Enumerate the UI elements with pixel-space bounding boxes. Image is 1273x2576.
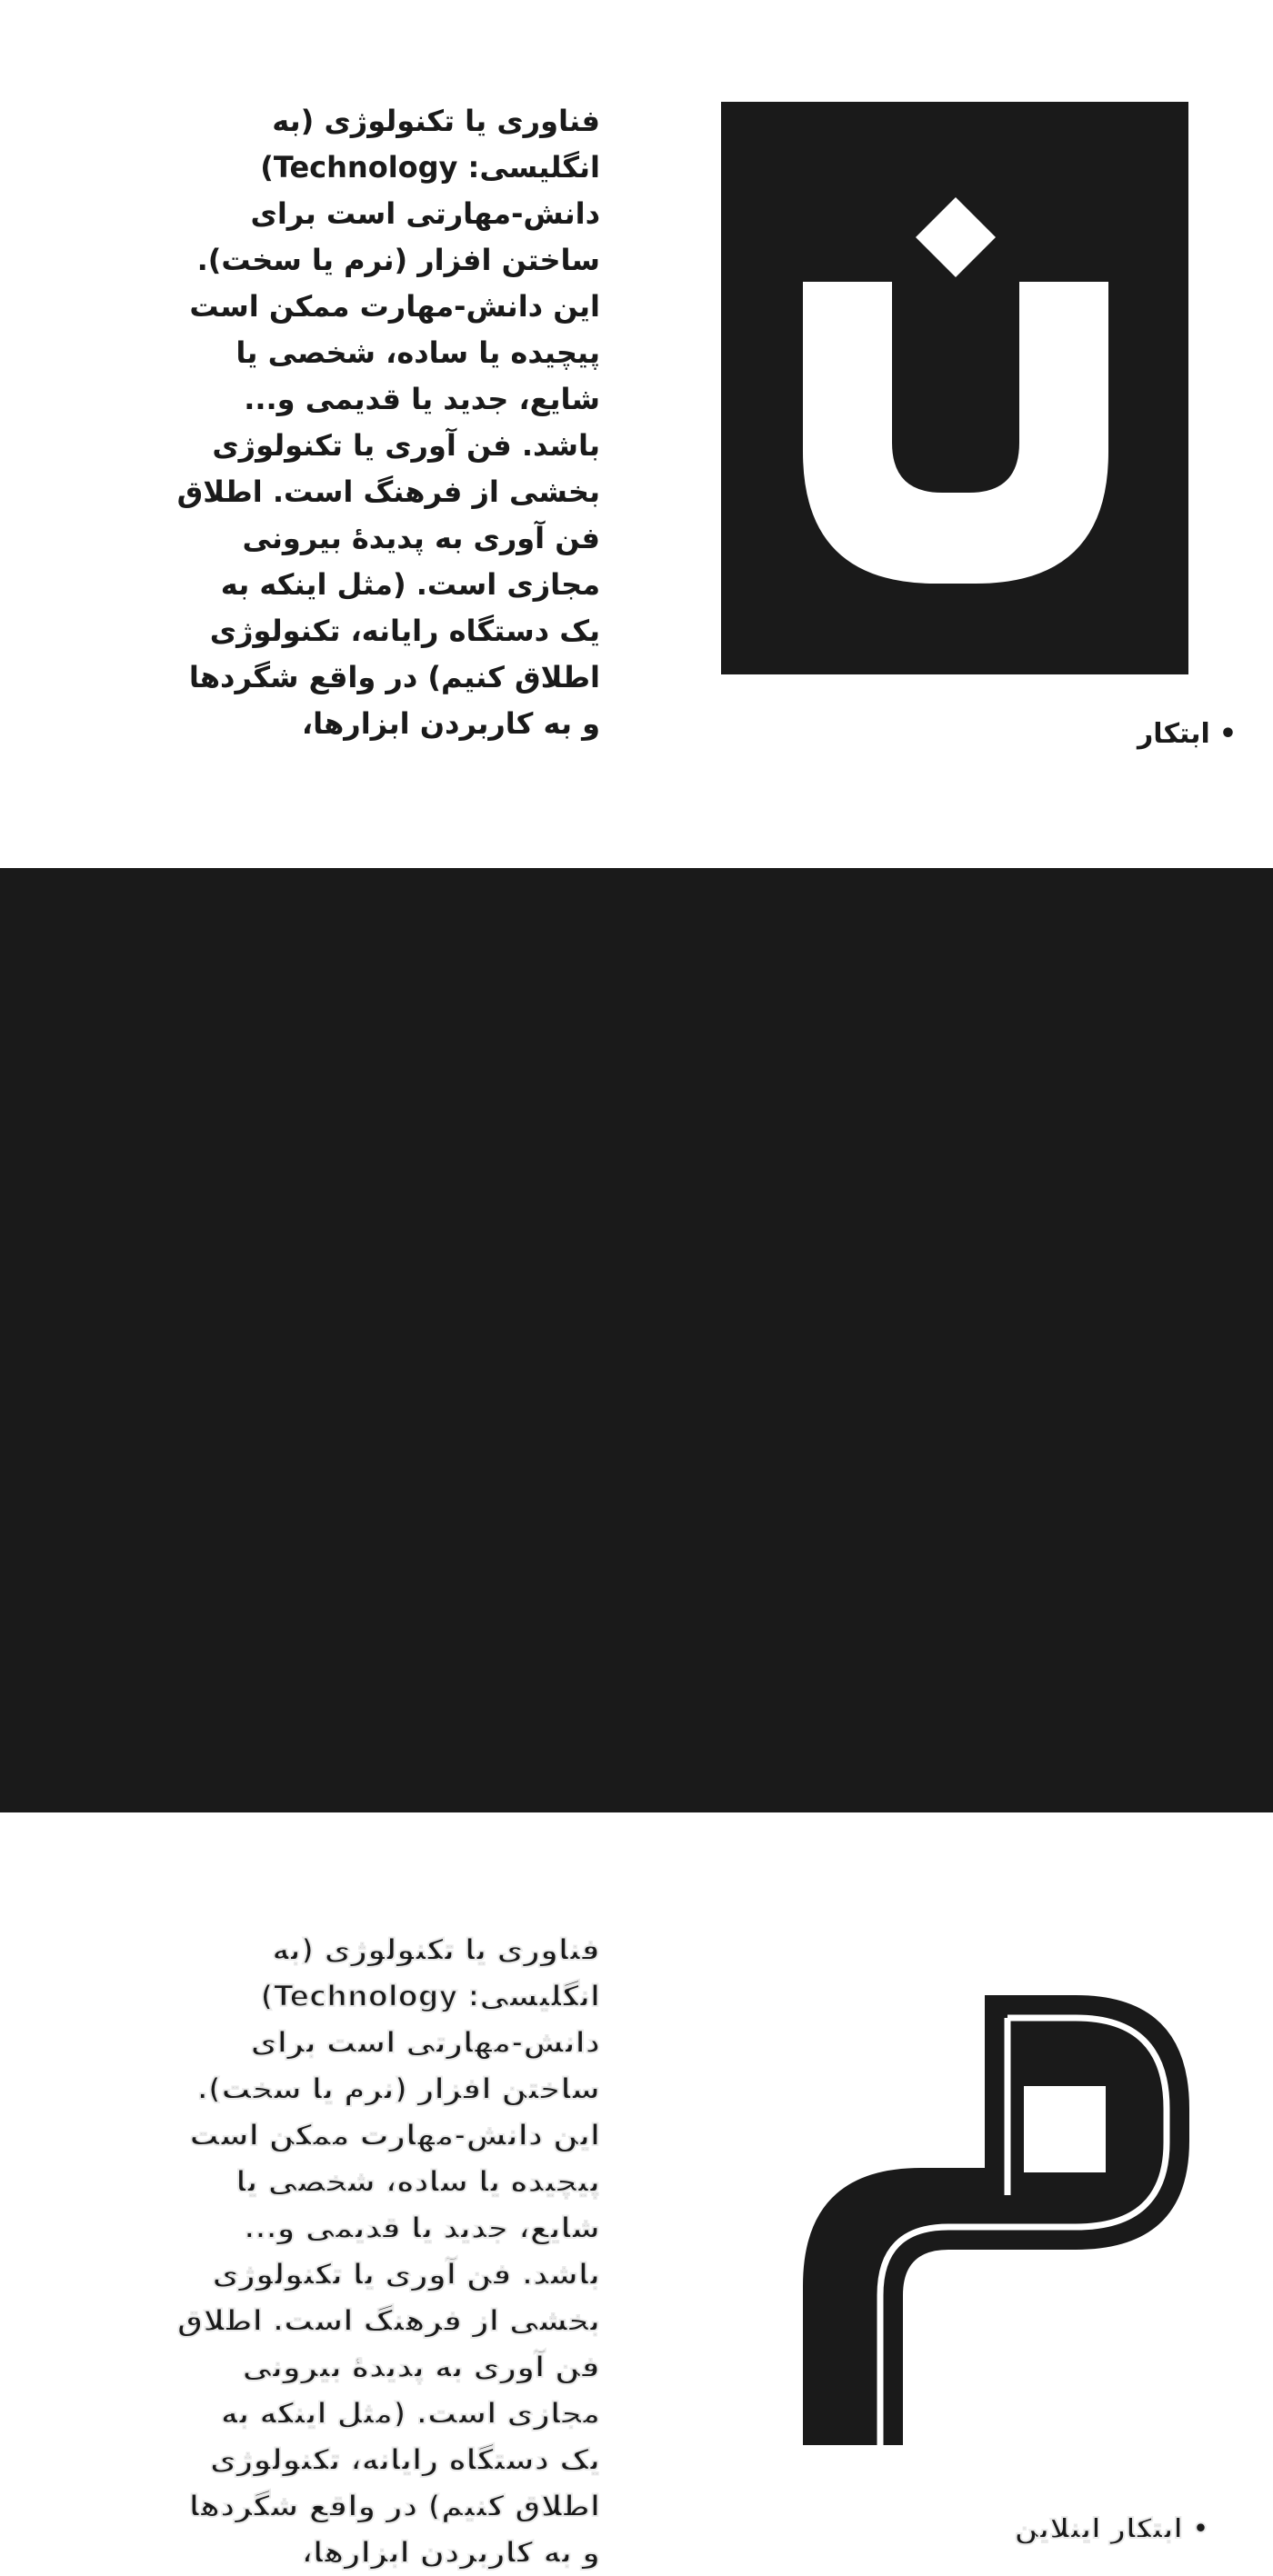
specimen-regular	[0, 0, 1273, 868]
paragraph-line: این دانش-مهارت ممکن است	[189, 2118, 600, 2152]
paragraph-line: انگلیسی: Technology)	[260, 150, 600, 185]
paragraph-line: مجازی است. (مثل اینکه به	[220, 2396, 600, 2431]
paragraph-line: اطلاق کنیم) در واقع شگردها	[188, 660, 600, 694]
paragraph-line: و به کاربردن ابزارها،	[301, 2535, 600, 2570]
paragraph-line: و به کاربردن ابزارها،	[301, 706, 600, 741]
paragraph-line: ساختن افزار (نرم یا سخت).	[196, 2072, 600, 2106]
caption-bullet: •	[1218, 718, 1237, 750]
paragraph-line: اطلاق کنیم) در واقع شگردها	[188, 2489, 600, 2523]
paragraph-line: فن آوری به پدیدهٔ بیرونی	[242, 521, 600, 555]
sample-paragraph	[129, 98, 600, 747]
paragraph-line: شایع، جدید یا قدیمی و...	[244, 2211, 600, 2245]
paragraph-line: بخشی از فرهنگ است. اطلاق	[176, 474, 600, 509]
paragraph-line: شایع، جدید یا قدیمی و...	[244, 382, 600, 416]
paragraph-line: فناوری یا تکنولوژی (به	[272, 104, 600, 138]
paragraph-line: پیچیده یا ساده، شخصی یا	[236, 2164, 600, 2199]
paragraph-line: دانش-مهارتی است برای	[250, 2025, 600, 2060]
caption-bullet: •	[1191, 2513, 1209, 2545]
noon-glyph	[721, 102, 1188, 674]
paragraph-line: ساختن افزار (نرم یا سخت).	[196, 243, 600, 277]
paragraph-line: یک دستگاه رایانه، تکنولوژی	[209, 614, 600, 648]
paragraph-line: باشد. فن آوری یا تکنولوژی	[212, 2257, 600, 2291]
caption-text: ابتکار اینلاین	[1014, 2513, 1183, 2545]
sample-paragraph-inline	[129, 1927, 600, 2576]
caption-text: ابتکار	[1138, 718, 1210, 750]
paragraph-line: بخشی از فرهنگ است. اطلاق	[176, 2303, 600, 2338]
paragraph-line: مجازی است. (مثل اینکه به	[220, 567, 600, 602]
pe-glyph-panel	[721, 1932, 1273, 2504]
paragraph-line: باشد. فن آوری یا تکنولوژی	[212, 428, 600, 463]
font-caption-inline	[1015, 2513, 1209, 2545]
pe-inline-glyph	[721, 1932, 1273, 2504]
paragraph-line: فن آوری به پدیدهٔ بیرونی	[242, 2350, 600, 2384]
paragraph-line: فناوری یا تکنولوژی (به	[272, 1932, 600, 1967]
paragraph-line: پیچیده یا ساده، شخصی یا	[236, 335, 600, 370]
specimen-inline	[0, 868, 1273, 2570]
font-caption	[1138, 718, 1237, 750]
paragraph-line: یک دستگاه رایانه، تکنولوژی	[209, 2442, 600, 2477]
paragraph-line: این دانش-مهارت ممکن است	[189, 289, 600, 324]
paragraph-line: انگلیسی: Technology)	[260, 1979, 600, 2013]
paragraph-line: دانش-مهارتی است برای	[250, 196, 600, 231]
noon-glyph-panel	[721, 102, 1188, 674]
